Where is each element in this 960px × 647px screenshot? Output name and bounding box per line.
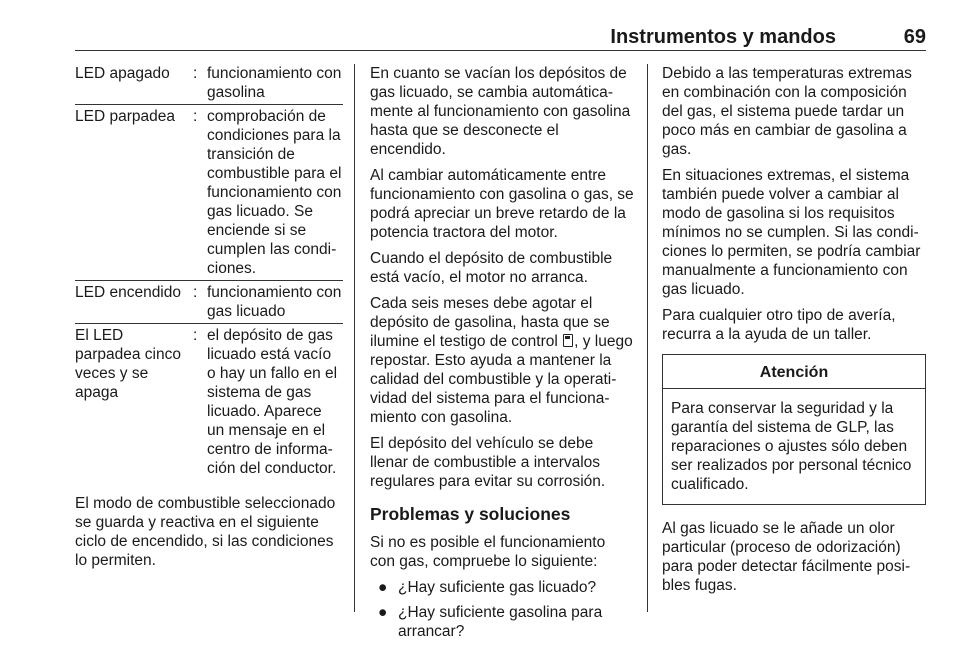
led-description: el depósito de gas licuado está vacío o hay un fallo en el sistema de gas licuado. Aparece un mensaje en el centro de información del conductor.: [207, 327, 338, 477]
warning-text: Para conservar la seguridad y la garantía del sistema de GLP, las reparaciones o ajustes sólo deben ser realizados por personal técnico cualificado.: [671, 400, 912, 493]
paragraph: El depósito del vehículo se debe llenar de combustible a intervalos regulares para evitar su corrosión.: [370, 435, 606, 490]
separator: :: [193, 327, 198, 344]
list-item: [370, 603, 634, 641]
bullet-icon: ●: [378, 579, 388, 596]
led-state: LED encendido: [75, 284, 181, 301]
list-item: [370, 578, 634, 597]
list-item-text: ¿Hay suficiente gas licuado?: [398, 579, 597, 596]
table-row: [75, 326, 343, 480]
paragraph: Debido a las temperaturas extremas en combinación con la composición del gas, el sistema puede tardar un poco más en cambiar de gasolina a gas.: [662, 65, 912, 158]
paragraph: Para cualquier otro tipo de avería, recurra a la ayuda de un taller.: [662, 307, 896, 343]
separator: :: [193, 65, 198, 82]
paragraph-part: Cada seis meses debe agotar el depósito de gasolina, hasta que se ilumine el testigo de control: [370, 295, 610, 350]
page-title: Instrumentos y mandos: [610, 26, 836, 48]
list-item-text: ¿Hay suficiente gasolina para arrancar?: [398, 604, 603, 640]
paragraph: Cuando el depósito de combustible está vacío, el motor no arranca.: [370, 250, 613, 286]
led-state: LED apagado: [75, 65, 170, 82]
separator: :: [193, 284, 198, 301]
table-row: [75, 64, 343, 105]
column-divider: [354, 64, 355, 612]
fuel-pump-icon: [563, 334, 573, 347]
led-status-table: [75, 64, 343, 480]
table-row: [75, 283, 343, 324]
paragraph: Al gas licuado se le añade un olor particular (proceso de odorización) para poder detectar fácilmente posibles fugas.: [662, 520, 911, 594]
paragraph: [370, 294, 634, 427]
led-description: funcionamiento con gas licuado: [207, 284, 342, 320]
checklist: [370, 578, 634, 641]
paragraph: Si no es posible el funcionamiento con gas, compruebe lo siguiente:: [370, 534, 606, 570]
paragraph-part: , y luego repostar. Esto ayuda a mantener la calidad del combustible y la operatividad del sistema para el funcionamiento con gasolina.: [370, 333, 633, 426]
paragraph: En cuanto se vacían los depósitos de gas licuado, se cambia automáticamente al funcionamiento con gasolina hasta que se desconecte el encendido.: [370, 65, 631, 158]
section-heading: Problemas y soluciones: [370, 504, 571, 524]
led-state: LED parpadea: [75, 108, 175, 125]
table-row: [75, 107, 343, 281]
column-middle: [370, 64, 634, 647]
led-description: comprobación de condiciones para la transición de combustible para el funcionamiento con gas licuado. Se enciende si se cumplen las condiciones.: [207, 108, 342, 277]
column-left: [75, 64, 343, 577]
paragraph: En situaciones extremas, el sistema también puede volver a cambiar al modo de gasolina si los requisitos mínimos no se cumplen. Si las condiciones lo permiten, se podría cambiar manualmente a funcionamiento con gas licuado.: [662, 167, 921, 298]
mode-note: El modo de combustible seleccionado se guarda y reactiva en el siguiente ciclo de encendido, si las condiciones lo permiten.: [75, 495, 336, 569]
column-divider: [647, 64, 648, 612]
led-state: El LED parpadea cinco veces y se apaga: [75, 327, 181, 401]
separator: :: [193, 108, 198, 125]
header-rule: [75, 50, 926, 51]
paragraph: Al cambiar automáticamente entre funcionamiento con gasolina o gas, se podrá apreciar un breve retardo de la potencia tractora del motor.: [370, 167, 634, 241]
column-right: [662, 64, 926, 602]
bullet-icon: ●: [378, 604, 388, 621]
warning-title: Atención: [663, 355, 925, 389]
warning-box: [662, 354, 926, 505]
page-number: 69: [903, 26, 926, 48]
led-description: funcionamiento con gasolina: [207, 65, 342, 101]
